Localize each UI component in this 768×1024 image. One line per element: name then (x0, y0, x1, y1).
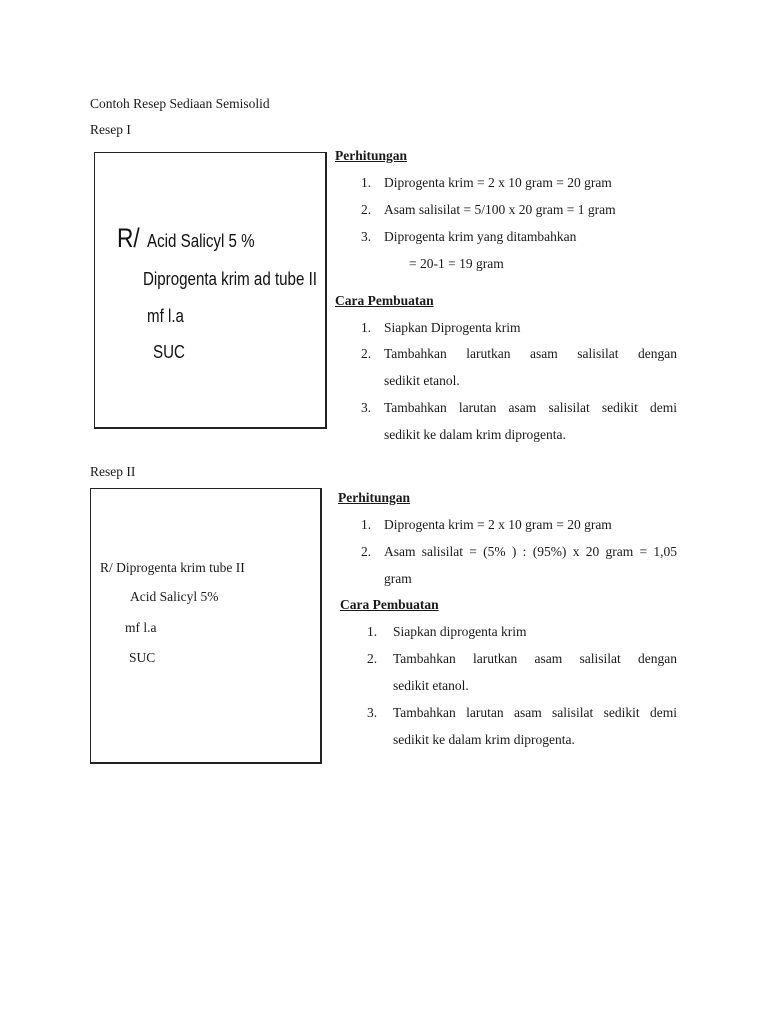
list-item: Asam salisilat = (5% ) : (95%) x 20 gram = 1,05 (384, 544, 677, 559)
list-item-number: 2. (361, 346, 372, 361)
rx-line-acid-salicyl: Acid Salicyl 5% (130, 589, 219, 604)
list-item-continuation: gram (384, 571, 412, 586)
list-item: Siapkan diprogenta krim (393, 624, 527, 639)
list-item: Tambahkan larutan asam salisilat sedikit demi (384, 400, 677, 415)
resep-1-cara-heading: Cara Pembuatan (335, 293, 434, 308)
list-item-number: 1. (361, 175, 372, 190)
list-item: Diprogenta krim yang ditambahkan (384, 229, 577, 244)
list-item: Diprogenta krim = 2 x 10 gram = 20 gram (384, 517, 612, 532)
list-item-continuation: sedikit ke dalam krim diprogenta. (393, 732, 575, 747)
list-item-number: 1. (361, 517, 372, 532)
rx-line-diprogenta: Diprogenta krim ad tube II (143, 269, 317, 289)
list-item-number: 1. (367, 624, 378, 639)
document-title: Contoh Resep Sediaan Semisolid (90, 96, 270, 111)
list-item-number: 1. (361, 320, 372, 335)
rx-line-suc: SUC (153, 342, 185, 362)
list-item-number: 2. (367, 651, 378, 666)
list-item-number: 2. (361, 544, 372, 559)
list-item: Tambahkan larutan asam salisilat sedikit demi (393, 705, 677, 720)
list-item: Siapkan Diprogenta krim (384, 320, 521, 335)
list-item-number: 3. (367, 705, 378, 720)
list-item: Asam salisilat = 5/100 x 20 gram = 1 gram (384, 202, 616, 217)
list-item-number: 3. (361, 400, 372, 415)
resep-1-perhitungan-heading: Perhitungan (335, 148, 408, 163)
rx-line-mfla: mf l.a (147, 306, 184, 326)
resep-1-label: Resep I (90, 122, 131, 137)
resep-2-label: Resep II (90, 464, 136, 479)
list-item: Tambahkan larutkan asam salisilat dengan (384, 346, 677, 361)
list-item: Diprogenta krim = 2 x 10 gram = 20 gram (384, 175, 612, 190)
rx-line-mfla: mf l.a (125, 620, 157, 635)
list-item-continuation: sedikit ke dalam krim diprogenta. (384, 427, 566, 442)
rx-line-diprogenta: R/ Diprogenta krim tube II (100, 560, 245, 575)
resep-2-cara-heading: Cara Pembuatan (340, 597, 439, 612)
list-item-continuation: = 20-1 = 19 gram (409, 256, 504, 271)
resep-2-perhitungan-heading: Perhitungan (338, 490, 411, 505)
rx-line-suc: SUC (129, 650, 156, 665)
list-item-number: 3. (361, 229, 372, 244)
list-item-number: 2. (361, 202, 372, 217)
rx-line-acid-salicyl: Acid Salicyl 5 % (147, 231, 255, 251)
resep-2-prescription-box (90, 488, 322, 764)
list-item-continuation: sedikit etanol. (384, 373, 460, 388)
resep-1-prescription-box (94, 152, 327, 429)
list-item: Tambahkan larutkan asam salisilat dengan (393, 651, 677, 666)
rx-symbol: R/ (117, 223, 140, 253)
list-item-continuation: sedikit etanol. (393, 678, 469, 693)
